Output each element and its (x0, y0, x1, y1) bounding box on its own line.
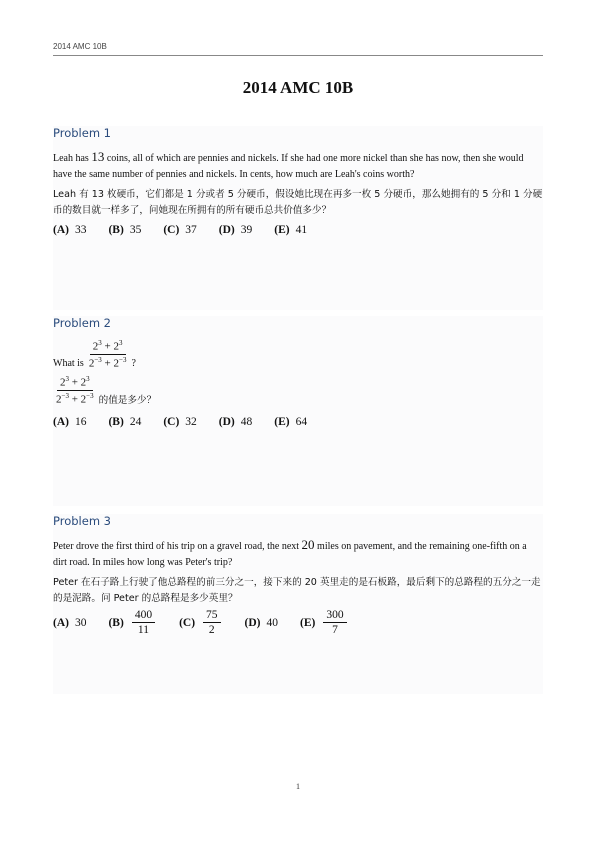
choice-label: (D) (218, 415, 235, 428)
choice-c (163, 224, 196, 236)
fraction-denominator: 7 (332, 624, 338, 636)
choice-e (274, 416, 307, 428)
choice-value: 37 (185, 224, 197, 236)
fraction-numerator: 75 (203, 609, 221, 623)
choice-c (179, 609, 222, 636)
choice-value: 32 (185, 415, 197, 428)
problem-3-text-part: Peter drove the first third of his trip on a gravel road, the next (53, 541, 302, 552)
problem-1-text-en (53, 149, 543, 182)
running-header: 2014 AMC 10B (53, 42, 107, 51)
choice-value: 64 (295, 415, 308, 428)
problem-1-number: 13 (91, 149, 105, 164)
problem-1-text-part: Leah has (53, 153, 92, 164)
problem-2-cn-suffix: 的值是多少？ (98, 394, 157, 406)
choice-value: 30 (74, 616, 87, 629)
choice-value: 35 (129, 224, 142, 236)
choice-value: 24 (129, 415, 142, 428)
choice-value: 41 (295, 224, 308, 236)
choice-d (219, 416, 252, 428)
choice-value: 16 (74, 415, 87, 428)
problem-2-expression-cn (53, 375, 97, 405)
fraction-numerator: 400 (132, 609, 155, 623)
problem-1-choices (53, 224, 543, 236)
choice-label: (D) (244, 616, 261, 629)
choice-label: (C) (179, 616, 196, 629)
problem-2-text-cn (53, 375, 543, 405)
choice-b (108, 416, 141, 428)
problem-3-choices (53, 609, 543, 636)
problem-3-number: 20 (301, 537, 315, 552)
problem-2-expression (86, 339, 130, 369)
document-title: 2014 AMC 10B (242, 78, 354, 97)
choice-label: (E) (300, 616, 316, 629)
fraction-denominator: 11 (137, 624, 149, 636)
fraction-denominator: 2 (208, 624, 215, 636)
choice-value: 40 (266, 616, 278, 629)
problem-3-heading: Problem 3 (53, 514, 111, 528)
problem-3-text-part: miles on pavement, and the remaining one-fifth on a dirt road. In miles how long was Peter's trip? (53, 541, 527, 568)
choice-fraction (132, 609, 155, 636)
problem-1-text-part: coins, all of which are pennies and nickels. If she had one more nickel than she has now, then she would have the same number of pennies and nickels. In cents, how much are Leah's coins worth? (53, 153, 524, 180)
problem-2-text-part: ? (131, 358, 136, 370)
choice-a (53, 617, 86, 629)
choice-fraction (203, 609, 221, 636)
header-rule (53, 55, 543, 56)
choice-d (245, 617, 278, 629)
choice-b (108, 224, 141, 236)
problem-3 (53, 514, 543, 694)
problem-3-text-cn: Peter 在石子路上行驶了他总路程的前三分之一，接下来的 20 英里走的是石板路，最后剩下的总路程的五分之一走的是泥路。问 Peter 的总路程是多少英里？ (53, 577, 541, 604)
choice-c (163, 416, 196, 428)
problem-2-text-en (53, 339, 543, 369)
choice-value: 39 (240, 224, 253, 236)
choice-b (108, 609, 157, 636)
fraction-numerator: 300 (323, 609, 346, 623)
problem-2-choices (53, 416, 543, 428)
problem-2-text-part: What is (53, 358, 84, 370)
choice-label: (E) (274, 415, 290, 428)
choice-e (300, 609, 349, 636)
choice-a (53, 416, 86, 428)
choice-label: (B) (108, 415, 124, 428)
choice-label: (E) (274, 224, 290, 236)
choice-label: (A) (53, 415, 69, 428)
choice-label: (B) (108, 224, 124, 236)
choice-label: (C) (163, 415, 180, 428)
problem-2-heading: Problem 2 (53, 316, 111, 330)
choice-label: (A) (53, 616, 69, 629)
expression-denominator: $2^{-3} + 2^{-3}$ (88, 355, 127, 370)
choice-label: (A) (53, 224, 69, 236)
choice-label: (B) (108, 616, 124, 629)
expression-numerator: $2^3 + 2^3$ (90, 339, 126, 355)
choice-label: (C) (163, 224, 180, 236)
choice-e (274, 224, 307, 236)
choice-d (219, 224, 252, 236)
choice-value: 48 (240, 415, 253, 428)
choice-label: (D) (218, 224, 235, 236)
choice-fraction (323, 609, 346, 636)
problem-1 (53, 126, 543, 310)
choice-value: 33 (74, 224, 87, 236)
problem-2 (53, 316, 543, 506)
choice-a (53, 224, 86, 236)
problem-3-text-en (53, 537, 543, 570)
expression-numerator: $2^3 + 2^3$ (57, 375, 93, 391)
problem-1-heading: Problem 1 (53, 126, 111, 140)
expression-denominator: $2^{-3} + 2^{-3}$ (56, 391, 94, 406)
problem-1-text-cn: Leah 有 13 枚硬币，它们都是 1 分或者 5 分硬币，假设她比现在再多一枚 5 分硬币，那么她拥有的 5 分和 1 分硬币的数目就一样多了，问她现在所拥有的所有硬币总共价值多少？ (53, 189, 543, 216)
page-number: 1 (296, 782, 300, 791)
